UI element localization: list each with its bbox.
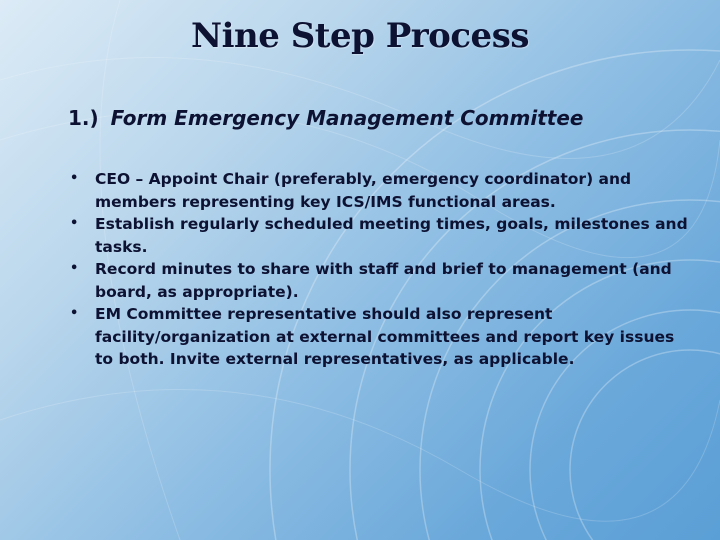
bullet-dot-icon: • [70, 306, 79, 321]
bullet-text: Record minutes to share with staff and brief to management (and board, as appropriate). [95, 260, 672, 301]
step-heading [68, 106, 583, 130]
list-item [68, 168, 688, 213]
bullet-text: CEO – Appoint Chair (preferably, emergency coordinator) and members representing key ICS/IMS functional areas. [95, 170, 632, 211]
bullet-list [68, 168, 688, 371]
step-heading-text: Form Emergency Management Committee [110, 106, 584, 130]
bullet-text: Establish regularly scheduled meeting times, goals, milestones and tasks. [95, 215, 688, 256]
page-title: Nine Step Process [191, 16, 529, 56]
list-item [68, 303, 688, 371]
bullet-text: EM Committee representative should also represent facility/organization at external committees and report key issues to both. Invite external representatives, as applicable. [95, 305, 675, 368]
step-number: 1.) [68, 106, 99, 130]
bullet-dot-icon: • [70, 171, 79, 186]
list-item [68, 213, 688, 258]
bullet-dot-icon: • [70, 216, 79, 231]
list-item [68, 258, 688, 303]
bullet-dot-icon: • [70, 261, 79, 276]
